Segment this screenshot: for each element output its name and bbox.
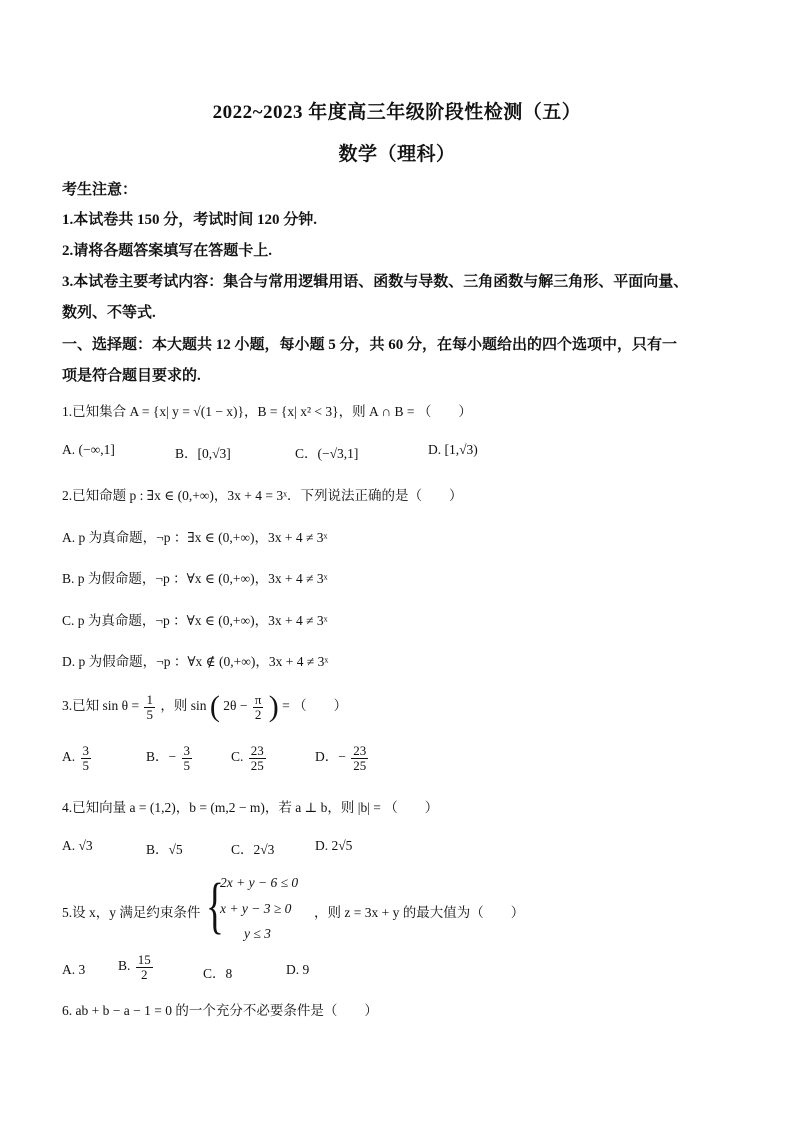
note-3-line-1: 3.本试卷主要考试内容：集合与常用逻辑用语、函数与导数、三角函数与解三角形、平面向量、 [62,274,689,290]
question-5-option-a: A. 3 [62,962,86,977]
q3-d-den: 25 [353,757,367,773]
q5-constraint-3: y ≤ 3 [244,926,271,941]
question-5-stem-prefix: 5.设 x，y 满足约束条件 [62,905,201,920]
q3-b-den: 5 [183,757,190,773]
q3-d-label: D．− [315,749,346,765]
q5-constraint-1: 2x + y − 6 ≤ 0 [220,875,299,890]
q3-b-label: B．− [146,749,177,765]
note-1: 1.本试卷共 150 分，考试时间 120 分钟. [62,212,318,228]
question-2-stem: 2.已知命题 p : ∃x ∈ (0,+∞)，3x + 4 = 3ˣ．下列说法正确的是（ ） [62,488,463,503]
question-3-option-b [146,744,194,772]
question-3-stem [62,690,347,724]
question-1-option-b: B．[0,√3] [175,446,231,461]
q3-argument-prefix: 2θ − [223,698,248,714]
question-4-option-c: C．2√3 [231,842,275,857]
notes-heading: 考生注意： [62,182,138,198]
exam-subtitle: 数学（理科） [338,144,456,165]
q3-left-paren: ( [209,690,220,723]
q3-f2-denominator: 2 [254,706,262,722]
question-2-option-a: A. p 为真命题，¬p ：∃x ∈ (0,+∞)，3x + 4 ≠ 3ˣ [62,530,328,545]
question-4-option-a: A. √3 [62,838,93,853]
note-2: 2.请将各题答案填写在答题卡上. [62,243,273,259]
q3-a-label: A. [62,749,76,765]
question-4-option-b: B．√5 [146,842,183,857]
q3-a-den: 5 [82,757,89,773]
q3-fraction-pi-half [253,693,264,721]
q3-f1-numerator: 1 [146,691,153,707]
exam-title: 2022~2023 年度高三年级阶段性检测（五） [212,102,582,123]
q3-f1-denominator: 5 [146,706,153,722]
question-1-option-c: C．(−√3,1] [295,446,359,461]
q5-b-label: B. [118,958,131,974]
q3-stem-suffix: = （ ） [282,698,348,714]
q3-f2-numerator: π [254,691,262,707]
q3-right-paren: ) [268,690,279,723]
question-5-option-d: D. 9 [286,962,310,977]
q5-b-den: 2 [141,966,148,982]
q3-a-fraction [81,744,92,772]
q3-c-num: 23 [250,743,264,758]
question-3-option-c [231,744,268,772]
q5-constraint-2: x + y − 3 ≥ 0 [220,901,292,916]
question-5-stem-suffix: ，则 z = 3x + y 的最大值为（ ） [314,905,525,920]
question-1-stem: 1.已知集合 A = {x| y = √(1 − x)}，B = {x| x² < 3}，则 A ∩ B = （ ） [62,404,472,419]
question-1-option-a: A. (−∞,1] [62,442,115,457]
q3-a-num: 3 [82,743,89,758]
question-2-option-b: B. p 为假命题，¬p ：∀x ∈ (0,+∞)，3x + 4 ≠ 3ˣ [62,571,328,586]
question-3-option-d [315,744,370,772]
question-2-option-c: C. p 为真命题，¬p ：∀x ∈ (0,+∞)，3x + 4 ≠ 3ˣ [62,613,328,628]
q3-d-fraction [351,744,368,772]
section-heading-line-1: 一、选择题：本大题共 12 小题，每小题 5 分，共 60 分，在每小题给出的四个选项中，只有一 [62,337,678,353]
question-4-option-d: D. 2√5 [315,838,353,853]
note-3-line-2: 数列、不等式. [62,305,156,321]
question-3-option-a [62,744,93,772]
q3-d-num: 23 [353,743,367,758]
question-6-stem: 6. ab + b − a − 1 = 0 的一个充分不必要条件是（ ） [62,1003,378,1018]
q3-c-den: 25 [250,757,264,773]
section-heading-line-2: 项是符合题目要求的. [62,368,201,384]
question-5-option-c: C．8 [203,966,233,981]
question-4-stem: 4.已知向量 a = (1,2)，b = (m,2 − m)，若 a ⊥ b，则 |b| = （ ） [62,800,439,815]
q3-b-fraction [182,744,193,772]
q5-b-fraction [136,953,153,981]
q3-fraction-one-fifth [144,693,155,721]
q3-stem-middle: ，则 sin [160,698,207,714]
q3-stem-prefix: 3.已知 sin θ = [62,698,140,714]
question-2-option-d: D. p 为假命题，¬p ：∀x ∉ (0,+∞)，3x + 4 ≠ 3ˣ [62,654,329,669]
question-5-option-b [118,953,155,981]
q3-c-fraction [249,744,266,772]
q3-b-num: 3 [183,743,190,758]
q5-b-num: 15 [137,952,151,967]
question-1-option-d: D. [1,√3) [428,442,478,457]
q3-c-label: C. [231,749,244,765]
q5-system-brace: { [206,872,224,940]
